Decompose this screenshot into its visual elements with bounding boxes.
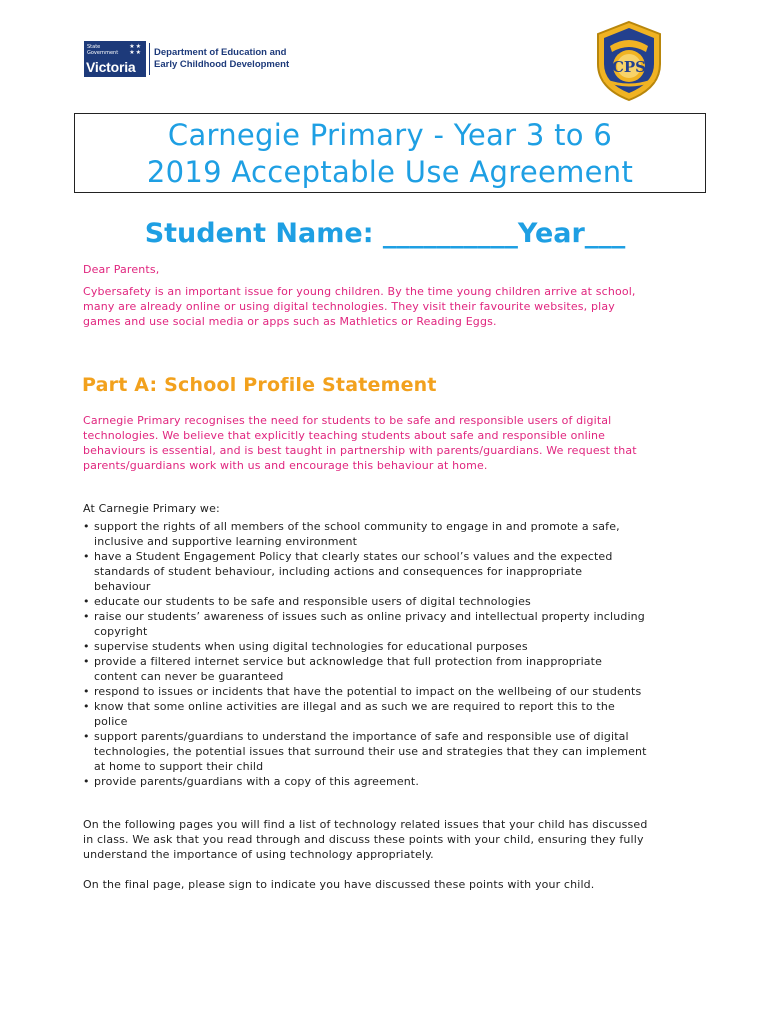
school-crest-icon [590,20,668,102]
list-item [83,729,703,774]
paragraph-line: understand the importance of using technology appropriately. [83,848,434,861]
list-item-line: behaviour [94,580,151,593]
victoria-government-logo [84,41,289,77]
list-item-line: at home to support their child [94,760,264,773]
state-line-2: Government [87,50,119,56]
list-item [83,684,703,699]
paragraph-line: in class. We ask that you read through and discuss these points with your child, ensuring they fully [83,833,644,846]
document-title-line-1: Carnegie Primary - Year 3 to 6 [167,118,613,152]
list-item-line: copyright [94,625,148,638]
list-item-line: • educate our students to be safe and responsible users of digital technologies [94,595,531,608]
paragraph-line: Cybersafety is an important issue for young children. By the time young children arrive at school, [83,285,636,298]
list-item [83,519,703,549]
list-item-line: • provide parents/guardians with a copy of this agreement. [94,775,420,788]
list-item-line: • know that some online activities are illegal and as such we are required to report this to the [94,700,615,713]
victoria-state-mark [84,41,146,77]
victoria-wordmark: Victoria [86,59,136,75]
list-item-line: • raise our students’ awareness of issues such as online privacy and intellectual property including [94,610,645,623]
list-item-line: • supervise students when using digital technologies for educational purposes [94,640,528,653]
list-item [83,639,703,654]
list-item-line: standards of student behaviour, including actions and consequences for inappropriate [94,565,583,578]
list-item-line: • support the rights of all members of the school community to engage in and promote a safe, [94,520,620,533]
list-item-line: content can never be guaranteed [94,670,284,683]
following-pages-paragraph [83,817,693,862]
paragraph-line: games and use social media or apps such as Mathletics or Reading Eggs. [83,315,497,328]
commitments-list [83,519,703,789]
list-item [83,609,703,639]
department-line-1: Department of Education and [154,47,287,58]
cybersafety-paragraph [83,284,693,329]
list-item-line: • respond to issues or incidents that have the potential to impact on the wellbeing of our students [94,685,642,698]
list-item-line: • provide a filtered internet service but acknowledge that full protection from inappropriate [94,655,603,668]
document-title-box [74,113,706,193]
list-item [83,549,703,594]
list-item-line: • support parents/guardians to understand the importance of safe and responsible use of digital [94,730,629,743]
list-item [83,654,703,684]
commitments-intro: At Carnegie Primary we: [83,502,220,515]
paragraph-line: many are already online or using digital technologies. They visit their favourite websites, play [83,300,615,313]
state-government-label [87,44,118,56]
paragraph-line: parents/guardians work with us and encourage this behaviour at home. [83,459,488,472]
paragraph-line: Carnegie Primary recognises the need for students to be safe and responsible users of digital [83,414,612,427]
paragraph-line: On the following pages you will find a list of technology related issues that your child has discussed [83,818,648,831]
department-name [154,47,289,71]
final-page-paragraph: On the final page, please sign to indicate you have discussed these points with your child. [83,878,595,891]
list-item-line: technologies, the potential issues that surround their use and strategies that they can implement [94,745,647,758]
part-a-heading: Part A: School Profile Statement [82,374,437,396]
student-name-year-field: Student Name: __________Year___ [144,218,626,249]
paragraph-line: behaviours is essential, and is best taught in partnership with parents/guardians. We request that [83,444,637,457]
list-item [83,594,703,609]
list-item [83,699,703,729]
school-profile-paragraph [83,413,693,473]
paragraph-line: technologies. We believe that explicitly teaching students about safe and responsible online [83,429,606,442]
list-item [83,774,703,789]
list-item-line: police [94,715,128,728]
list-item-line: inclusive and supportive learning environment [94,535,358,548]
list-item-line: • have a Student Engagement Policy that clearly states our school’s values and the expected [94,550,613,563]
logo-divider [149,43,150,75]
document-title-line-2: 2019 Acceptable Use Agreement [146,155,634,189]
greeting: Dear Parents, [83,263,160,276]
crest-letters: CPS [611,58,647,76]
department-line-2: Early Childhood Development [154,59,290,70]
southern-cross-stars-icon: ★★ ★★ [129,43,142,56]
state-line-1: State [87,44,101,50]
